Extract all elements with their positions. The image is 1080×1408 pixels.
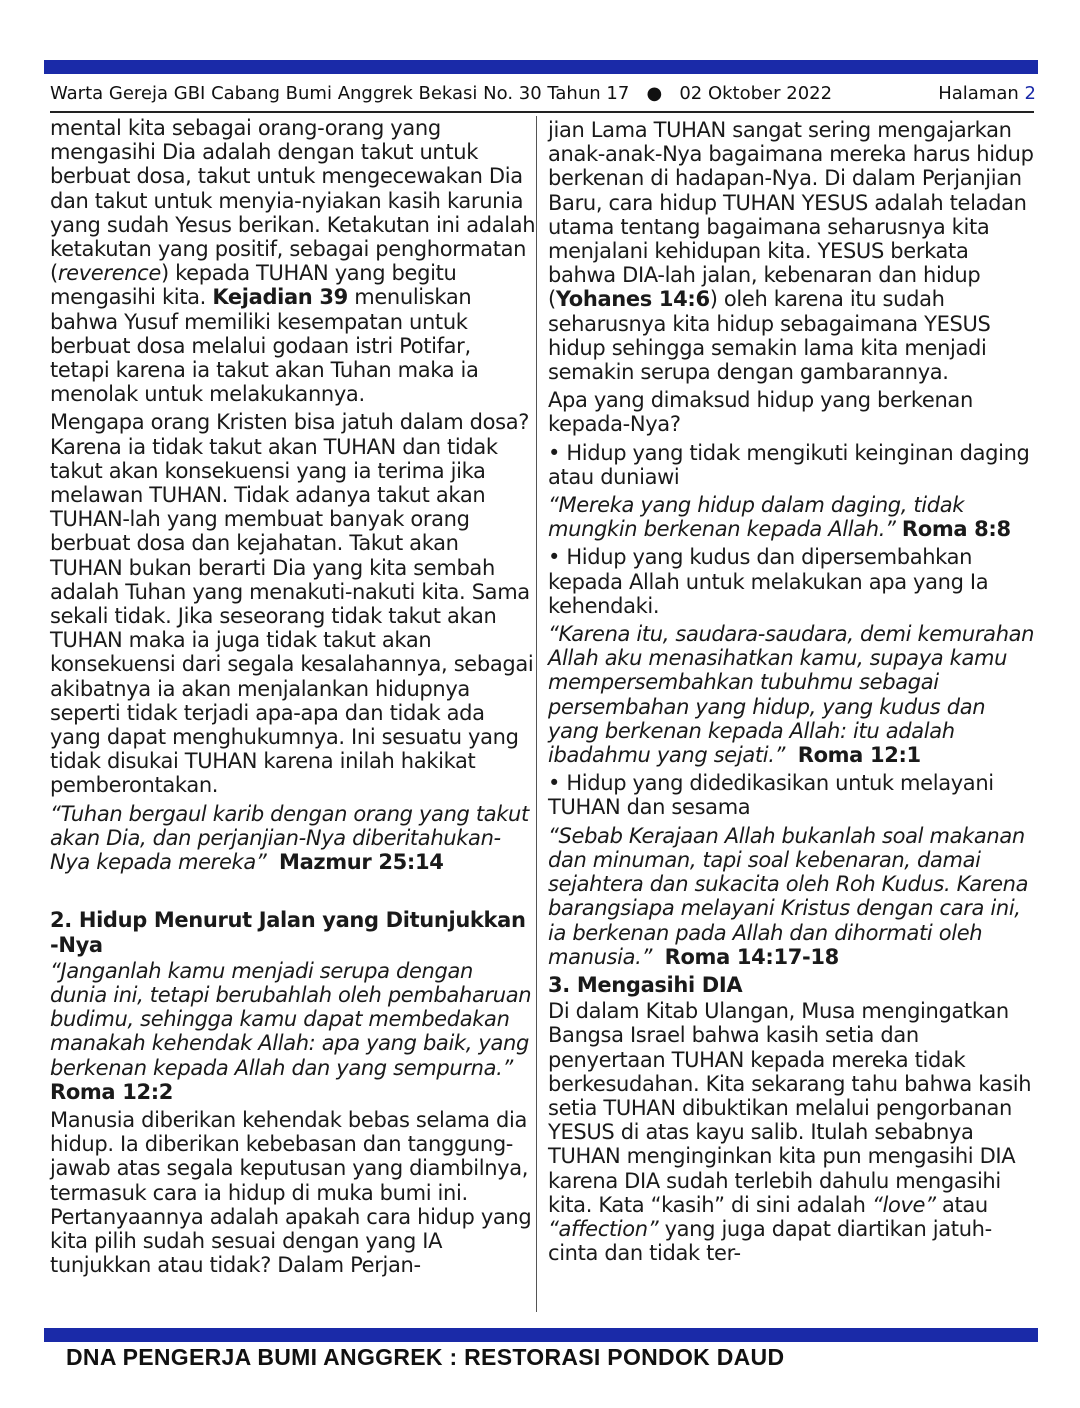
bullet-item: • Hidup yang didedikasikan untuk melayani TUHAN dan sesama <box>548 771 994 820</box>
header-accent-bar <box>44 60 1038 74</box>
text-run: Di dalam Kitab Ulangan, Musa mengingatkan Bangsa Israel bahwa kasih setia dan penyertaan TUHAN kepada mereka tidak berkesudahan. Kita sekarang tahu bahwa kasih setia TUHAN dibuktikan melalui pengorbanan YESUS di atas kayu salib. Itulah sebabnya TUHAN menginginkan kita pun mengasihi DIA karena DIA sudah terlebih dahulu mengasihi kita. Kata “kasih” di sini adalah <box>548 999 1032 1217</box>
text-run: atau <box>935 1192 988 1217</box>
page-label: Halaman <box>938 83 1019 104</box>
text-run: jian Lama TUHAN sangat sering mengajarkan anak-anak-Nya bagaimana mereka harus hidup berkenan di hadapan-Nya. Di dalam Perjanjian Baru, cara hidup TUHAN YESUS adalah teladan utama tentang bagaimana seharusnya kita menjalani kehidupan kita. YESUS berkata bahwa DIA-lah jalan, kebenaran dan hidup ( <box>548 118 1034 312</box>
page-header <box>50 80 1036 110</box>
left-column <box>50 116 536 1281</box>
paragraph <box>548 999 1036 1265</box>
paragraph: Mengapa orang Kristen bisa jatuh dalam dosa? Karena ia tidak takut akan TUHAN dan tidak takut akan konsekuensi yang ia terima jika melawan TUHAN. Tidak adanya takut akan TUHAN-lah yang membuat banyak orang berbuat dosa dan kejahatan. Takut akan TUHAN bukan berarti Dia yang kita sembah adalah Tuhan yang menakuti-nakuti kita. Sama sekali tidak. Jika seseorang tidak takut akan TUHAN maka ia juga tidak takut akan konsekuensi dari segala kesalahannya, sebagai akibatnya ia akan menjalankan hidupnya seperti tidak terjadi apa-apa dan tidak ada yang dapat menghukumnya. Ini sesuatu yang tidak disukai TUHAN karena inilah hakikat pemberontakan. <box>50 410 534 798</box>
section-heading: 3. Mengasihi DIA <box>548 972 743 997</box>
paragraph: Apa yang dimaksud hidup yang berkenan kepada-Nya? <box>548 388 973 437</box>
scripture-reference: Mazmur 25:14 <box>279 850 444 875</box>
paragraph <box>548 118 1036 384</box>
scripture-reference: Roma 14:17-18 <box>664 944 839 969</box>
issue-date: 02 Oktober 2022 <box>679 83 833 104</box>
quote-text: “Tuhan bergaul karib dengan orang yang takut akan Dia, dan perjanjian-Nya diberitahukan-Nya kepada mereka” <box>50 801 529 875</box>
quote-text: “Sebab Kerajaan Allah bukanlah soal makanan dan minuman, tapi soal kebenaran, damai sejahtera dan sukacita oleh Roh Kudus. Karena barangsiapa melayani Kristus dengan cara ini, ia berkenan pada Allah dan dihormati oleh manusia.” <box>548 823 1029 969</box>
italic-term: “love” <box>871 1192 936 1217</box>
scripture-quote <box>50 959 536 1104</box>
section-heading: 2. Hidup Menurut Jalan yang Ditunjukkan -Nya <box>50 908 526 957</box>
text-run: ) oleh karena itu sudah seharusnya kita hidup sebagaimana YESUS hidup sehingga semakin lama kita menjadi semakin serupa dengan gambarannya. <box>548 287 991 385</box>
header-publication-info <box>50 80 832 108</box>
scripture-quote <box>548 824 1036 969</box>
scripture-quote <box>50 802 536 875</box>
page-number: 2 <box>1024 83 1036 104</box>
italic-term: “affection” <box>548 1216 659 1241</box>
quote-text: “Janganlah kamu menjadi serupa dengan dunia ini, tetapi berubahlah oleh pembaharuan budimu, sehingga kamu dapat membedakan manakah kehendak Allah: apa yang baik, yang berkenan kepada Allah dan yang sempurna.” <box>50 958 532 1080</box>
scripture-quote <box>548 622 1036 767</box>
footer-title: DNA PENGERJA BUMI ANGGREK : RESTORASI PONDOK DAUD <box>66 1344 785 1370</box>
right-column <box>548 118 1036 1269</box>
text-run: ) kepada TUHAN yang begitu mengasihi kita. <box>50 261 457 310</box>
scripture-reference: Roma 8:8 <box>901 517 1011 542</box>
bullet-item: • Hidup yang tidak mengikuti keinginan daging atau duniawi <box>548 440 1030 489</box>
section-gap <box>50 878 536 908</box>
text-run: mental kita sebagai orang-orang yang mengasihi Dia adalah dengan takut untuk berbuat dosa, takut untuk mengecewakan Dia dan takut untuk menyia-nyiakan kasih karunia yang sudah Yesus berikan. Ketakutan ini adalah ketakutan yang positif, sebagai penghormatan ( <box>50 116 536 286</box>
publication-title: Warta Gereja GBI Cabang Bumi Anggrek Bekasi No. 30 Tahun 17 <box>50 83 630 104</box>
text-run: yang juga dapat diartikan jatuh-cinta dan tidak ter- <box>548 1216 992 1266</box>
italic-term: reverence <box>57 261 161 286</box>
footer-accent-bar <box>44 1328 1038 1342</box>
scripture-quote <box>548 493 1036 541</box>
bullet-item: • Hidup yang kudus dan dipersembahkan kepada Allah untuk melakukan apa yang Ia kehendaki. <box>548 545 989 618</box>
paragraph: Manusia diberikan kehendak bebas selama dia hidup. Ia diberikan kebebasan dan tanggung-jawab atas segala keputusan yang diambilnya, termasuk cara ia hidup di muka bumi ini. Pertanyaannya adalah apakah cara hidup yang kita pilih sudah sesuai dengan yang IA tunjukkan atau tidak? Dalam Perjan- <box>50 1107 532 1278</box>
scripture-reference: Kejadian 39 <box>212 285 348 310</box>
paragraph <box>50 116 536 406</box>
header-rule <box>50 111 1034 113</box>
header-bullet: ● <box>646 83 663 104</box>
scripture-reference: Roma 12:1 <box>797 743 921 768</box>
page-indicator <box>938 80 1036 108</box>
scripture-reference: Yohanes 14:6 <box>555 287 710 312</box>
scripture-reference: Roma 12:2 <box>50 1079 174 1104</box>
quote-text: “Mereka yang hidup dalam daging, tidak mungkin berkenan kepada Allah.” <box>548 493 965 542</box>
column-divider <box>536 116 537 1312</box>
text-run: menuliskan bahwa Yusuf memiliki kesempatan untuk berbuat dosa melalui godaan istri Potifar, tetapi karena ia takut akan Tuhan maka ia menolak untuk melakukannya. <box>50 285 479 407</box>
quote-text: “Karena itu, saudara-saudara, demi kemurahan Allah aku menasihatkan kamu, supaya kamu mempersembahkan tubuhmu sebagai persembahan yang hidup, yang kudus dan yang berkenan kepada Allah: itu adalah ibadahmu yang sejati.” <box>548 622 1035 768</box>
